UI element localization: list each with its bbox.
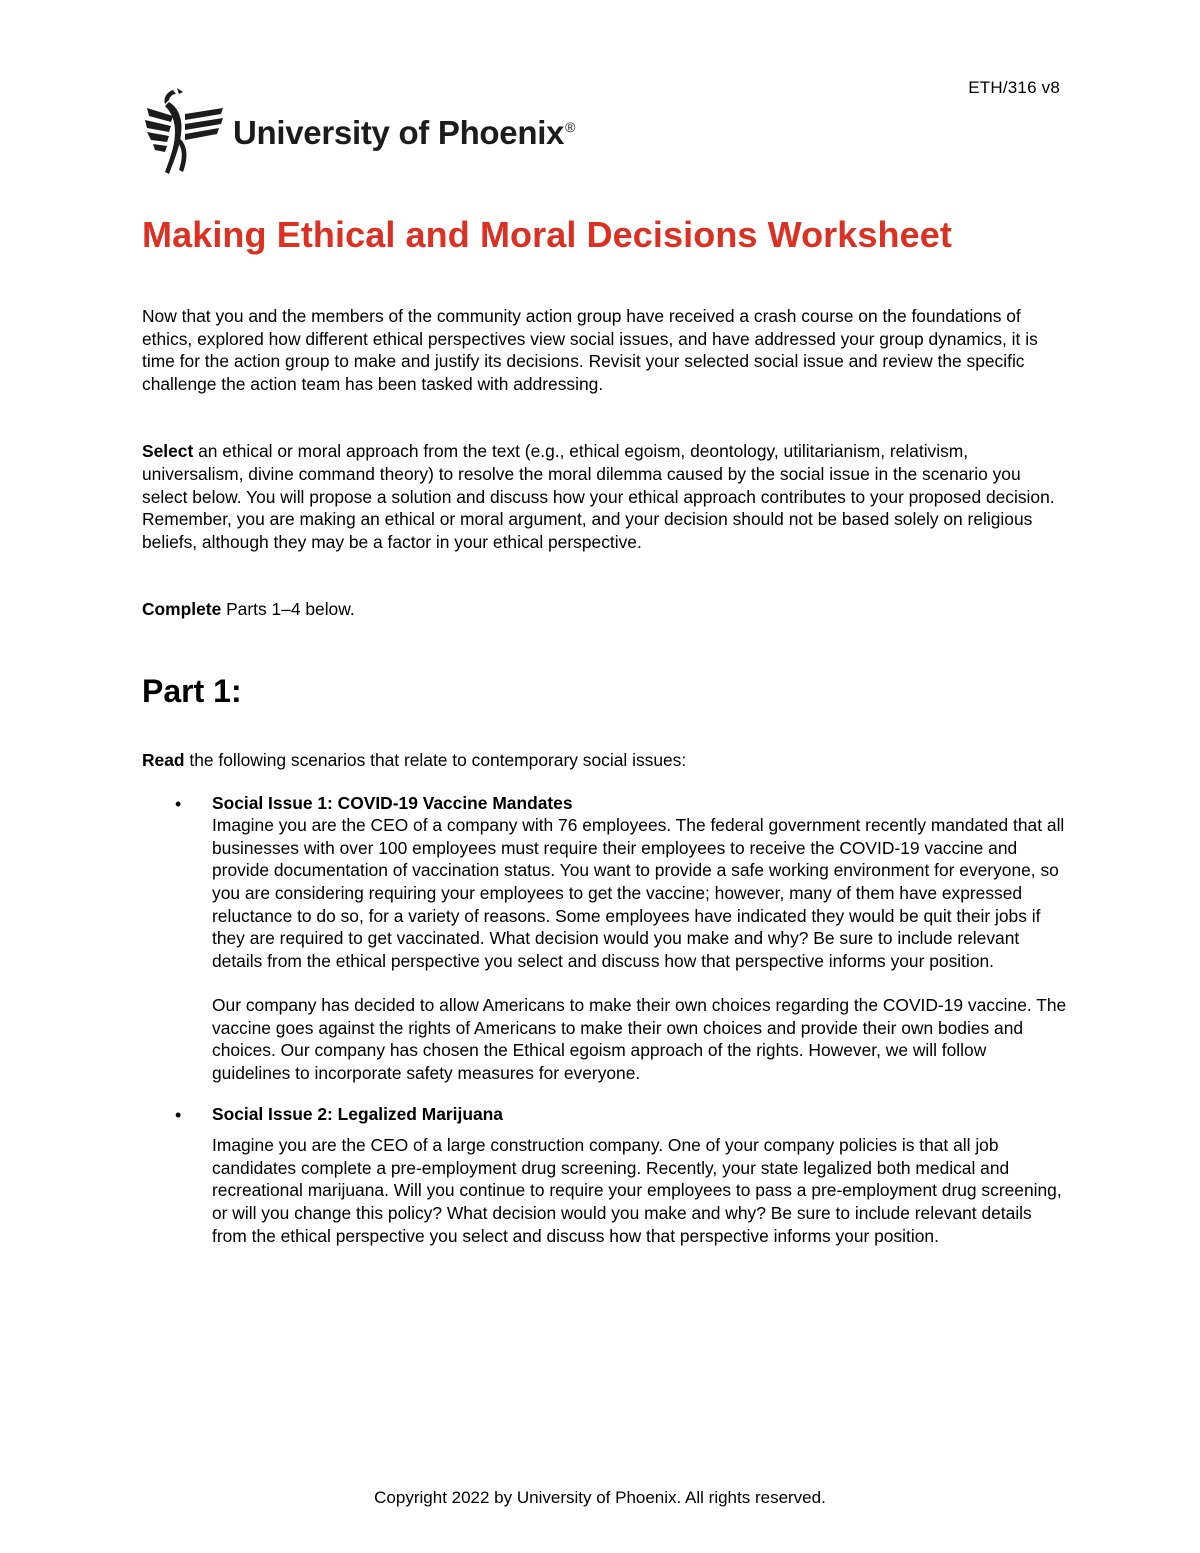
- list-item: [142, 792, 1067, 1085]
- issue-title: Social Issue 2: Legalized Marijuana: [212, 1103, 503, 1124]
- complete-lead: Complete: [142, 599, 222, 620]
- issue-body: Imagine you are the CEO of a large construction company. One of your company policies is that all job candidates complete a pre-employment drug screening. Recently, your state legalized both medical and recreational marijuana. Will you continue to require your employees to pass a pre-employment drug screening, or will you change this policy? What decision would you make and why? Be sure to include relevant details from the ethical perspective you select and discuss how that perspective informs your position.: [212, 1135, 1062, 1246]
- list-item: [142, 1103, 1067, 1248]
- read-text: the following scenarios that relate to contemporary social issues:: [184, 749, 687, 770]
- page-title: Making Ethical and Moral Decisions Worksheet: [142, 214, 952, 255]
- complete-text: Parts 1–4 below.: [221, 599, 355, 620]
- bullet: •: [175, 1104, 182, 1125]
- select-lead: Select: [142, 441, 194, 462]
- select-text: an ethical or moral approach from the text (e.g., ethical egoism, deontology, utilitarianism, relativism, universalism, divine command theory) to resolve the moral dilemma caused by the social issue in the scenario you select below. You will propose a solution and discuss how your ethical approach contributes to your proposed decision. Remember, you are making an ethical or moral argument, and your decision should not be based solely on religious beliefs, although they may be a factor in your ethical perspective.: [142, 441, 1055, 552]
- select-instruction: [142, 440, 1067, 553]
- complete-instruction: [142, 598, 1067, 621]
- logo-wordmark: University of Phoenix®: [233, 114, 576, 151]
- intro-paragraph: Now that you and the members of the community action group have received a crash course on the foundations of ethics, explored how different ethical perspectives view social issues, and have addressed your group dynamics, it is time for the action group to make and justify its decisions. Revisit your selected social issue and review the specific challenge the action team has been tasked with addressing.: [142, 306, 1038, 394]
- read-instruction: [142, 749, 1067, 772]
- issue-body: Imagine you are the CEO of a company with 76 employees. The federal government recently mandated that all businesses with over 100 employees must require their employees to receive the COVID-19 vaccine and provide documentation of vaccination status. You want to provide a safe working environment for everyone, so you are considering requiring your employees to get the vaccine; however, many of them have expressed reluctance to do so, for a variety of reasons. Some employees have indicated they would be quit their jobs if they are required to get vaccinated. What decision would you make and why? Be sure to include relevant details from the ethical perspective you select and discuss how that perspective informs your position.: [212, 815, 1065, 971]
- issue-response: Our company has decided to allow Americans to make their own choices regarding the COVID-19 vaccine. The vaccine goes against the rights of Americans to make their own choices and provide their own bodies and choices. Our company has chosen the Ethical egoism approach of the rights. However, we will follow guidelines to incorporate safety measures for everyone.: [212, 995, 1067, 1084]
- issue-title: Social Issue 1: COVID-19 Vaccine Mandates: [212, 792, 573, 813]
- part-heading: Part 1:: [142, 672, 242, 709]
- bullet: •: [175, 793, 182, 814]
- read-lead: Read: [142, 749, 185, 770]
- course-code: ETH/316 v8: [968, 78, 1060, 97]
- worksheet-content: [142, 212, 1067, 1247]
- phoenix-logo-icon: [143, 86, 225, 178]
- university-logo: [143, 86, 575, 178]
- social-issues-list: [142, 792, 1067, 1248]
- copyright-footer: Copyright 2022 by University of Phoenix. All rights reserved.: [374, 1488, 826, 1507]
